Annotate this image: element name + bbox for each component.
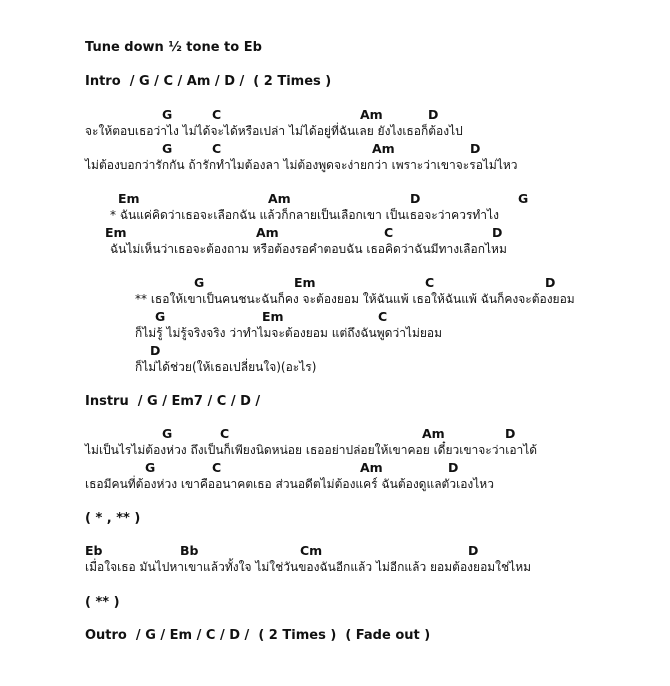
chord: Am bbox=[256, 225, 279, 240]
chord: D bbox=[545, 275, 556, 290]
lyric-line: เธอมีคนที่ต้องห่วง เขาคืออนาคตเธอ ส่วนอดีตไม่ต้องแคร์ ฉันต้องดูแลตัวเองไหว bbox=[85, 477, 494, 491]
chord: C bbox=[220, 426, 230, 441]
chord: Em bbox=[294, 275, 316, 290]
tuning-header: Tune down ½ tone to Eb bbox=[85, 40, 262, 55]
chord: Em bbox=[118, 191, 140, 206]
lyric-line: จะให้ตอบเธอว่าไง ไม่ได้จะได้หรือเปล่า ไม่ได้อยู่ที่ฉันเลย ยังไงเธอก็ต้องไป bbox=[85, 124, 463, 138]
chord: Em bbox=[105, 225, 127, 240]
chord: Am bbox=[372, 141, 395, 156]
chord: C bbox=[425, 275, 435, 290]
chord: D bbox=[468, 543, 479, 558]
chord: Am bbox=[360, 460, 383, 475]
repeat-marker: ( * , ** ) bbox=[85, 511, 141, 526]
chord: D bbox=[505, 426, 516, 441]
lyric-line: ก็ไม่รู้ ไม่รู้จริงจริง ว่าทำไมจะต้องยอม แต่ถึงฉันพูดว่าไม่ยอม bbox=[135, 326, 443, 340]
chord: Am bbox=[422, 426, 445, 441]
chord: G bbox=[145, 460, 156, 475]
chord: C bbox=[378, 309, 388, 324]
chord: C bbox=[212, 107, 222, 122]
lyric-line: ก็ไม่ได้ช่วย(ให้เธอเปลี่ยนใจ)(อะไร) bbox=[135, 360, 317, 374]
outro-line: Outro / G / Em / C / D / ( 2 Times ) ( Fade out ) bbox=[85, 628, 431, 643]
lyric-line: ไม่ต้องบอกว่ารักกัน ถ้ารักทำไมต้องลา ไม่ต้องพูดจะง่ายกว่า เพราะว่าเขาจะรอไม่ไหว bbox=[85, 158, 518, 172]
lyric-line: * ฉันแค่คิดว่าเธอจะเลือกฉัน แล้วก็กลายเป็นเลือกเขา เป็นเธอจะว่าควรทำไง bbox=[110, 208, 499, 222]
chord: Am bbox=[268, 191, 291, 206]
chord: G bbox=[155, 309, 166, 324]
chord: D bbox=[428, 107, 439, 122]
lyric-line: ฉันไม่เห็นว่าเธอจะต้องถาม หรือต้องรอคำตอบฉัน เธอคิดว่าฉันมีทางเลือกไหม bbox=[110, 242, 507, 256]
chord: Cm bbox=[300, 543, 323, 558]
instru-line: Instru / G / Em7 / C / D / bbox=[85, 394, 261, 409]
chord: Eb bbox=[85, 543, 103, 558]
chord: C bbox=[384, 225, 394, 240]
chord: G bbox=[162, 426, 173, 441]
chord: Bb bbox=[180, 543, 199, 558]
chord: D bbox=[448, 460, 459, 475]
chord: D bbox=[150, 343, 161, 358]
chord: G bbox=[518, 191, 529, 206]
lyric-line: ** เธอให้เขาเป็นคนชนะฉันก็คง จะต้องยอม ให้ฉันแพ้ เธอให้ฉันแพ้ ฉันก็คงจะต้องยอม bbox=[135, 292, 575, 306]
chord: D bbox=[410, 191, 421, 206]
chord: G bbox=[162, 141, 173, 156]
chord: Em bbox=[262, 309, 284, 324]
chord: C bbox=[212, 460, 222, 475]
intro-line: Intro / G / C / Am / D / ( 2 Times ) bbox=[85, 74, 332, 89]
chord: G bbox=[194, 275, 205, 290]
chord: Am bbox=[360, 107, 383, 122]
chord: D bbox=[492, 225, 503, 240]
lyric-line: ไม่เป็นไรไม่ต้องห่วง ถึงเป็นก็เพียงนิดหน่อย เธออย่าปล่อยให้เขาคอย เดี๋ยวเขาจะว่าเอาได้ bbox=[85, 443, 538, 457]
chord: D bbox=[470, 141, 481, 156]
repeat-marker: ( ** ) bbox=[85, 595, 120, 610]
chord: C bbox=[212, 141, 222, 156]
lyric-line: เมื่อใจเธอ มันไปหาเขาแล้วทั้งใจ ไม่ใช่วันของฉันอีกแล้ว ไม่อีกแล้ว ยอมต้องยอมใช่ไหม bbox=[85, 560, 532, 574]
chord: G bbox=[162, 107, 173, 122]
